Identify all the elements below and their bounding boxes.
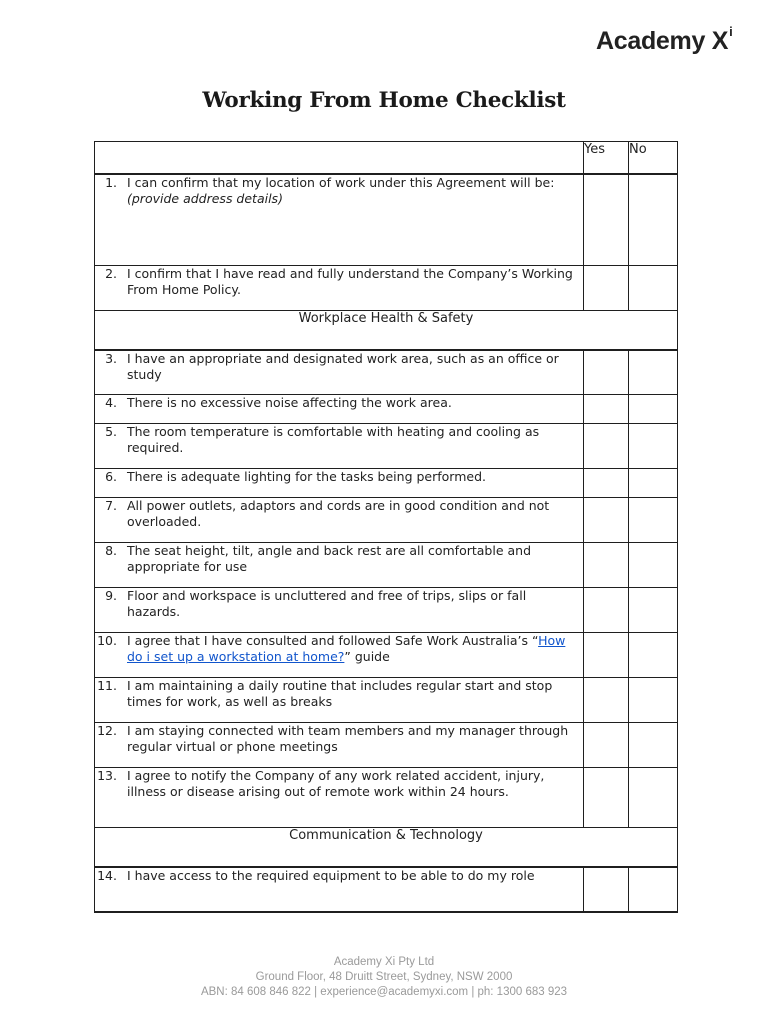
- footer-contact: ABN: 84 608 846 822 | experience@academyxi.com | ph: 1300 683 923: [200, 986, 568, 998]
- item-number: 4.: [105, 395, 117, 410]
- item-text: I agree to notify the Company of any work related accident, injury, illness or disease arising out of remote work within 24 hours.: [127, 768, 545, 799]
- checklist-table: [94, 141, 678, 913]
- yes-checkbox-cell[interactable]: [584, 395, 629, 424]
- no-checkbox-cell[interactable]: [629, 768, 678, 828]
- no-checkbox-cell[interactable]: [629, 678, 678, 723]
- no-checkbox-cell[interactable]: [629, 498, 678, 543]
- no-checkbox-cell[interactable]: [629, 395, 678, 424]
- item-text-main: I can confirm that my location of work under this Agreement will be:: [127, 174, 555, 190]
- no-checkbox-cell[interactable]: [629, 867, 678, 912]
- yes-column-header: Yes: [584, 142, 629, 174]
- no-checkbox-cell[interactable]: [629, 424, 678, 469]
- no-checkbox-cell[interactable]: [629, 469, 678, 498]
- question-cell: [95, 424, 584, 469]
- question-cell: [95, 723, 584, 768]
- no-checkbox-cell[interactable]: [629, 350, 678, 395]
- question-cell: [95, 768, 584, 828]
- yes-checkbox-cell[interactable]: [584, 588, 629, 633]
- item-number: 9.: [105, 588, 117, 603]
- yes-checkbox-cell[interactable]: [584, 633, 629, 678]
- yes-checkbox-cell[interactable]: [584, 723, 629, 768]
- question-cell: [95, 867, 584, 912]
- section-heading-health-safety: Workplace Health & Safety: [95, 311, 678, 350]
- item-text: I am staying connected with team members and my manager through regular virtual or phone meetings: [127, 723, 569, 754]
- table-row: [95, 867, 678, 912]
- no-checkbox-cell[interactable]: [629, 174, 678, 266]
- question-cell: [95, 543, 584, 588]
- academy-xi-logo: [596, 23, 733, 56]
- question-cell: [95, 588, 584, 633]
- item-number: 3.: [105, 350, 117, 366]
- item-number: 6.: [105, 469, 117, 484]
- item-number: 5.: [105, 424, 117, 439]
- table-row: [95, 678, 678, 723]
- workstation-guide-link[interactable]: How do i set up a workstation at home?: [127, 633, 566, 664]
- item-number: 14.: [97, 867, 117, 883]
- table-row: [95, 768, 678, 828]
- question-cell: [95, 350, 584, 395]
- item-text: [127, 175, 583, 207]
- page-footer: [0, 955, 768, 1000]
- no-checkbox-cell[interactable]: [629, 543, 678, 588]
- logo-wordmark: Academy X: [596, 27, 729, 55]
- table-row: [95, 266, 678, 311]
- item-number: 1.: [105, 174, 117, 190]
- question-cell: [95, 498, 584, 543]
- yes-checkbox-cell[interactable]: [584, 174, 629, 266]
- table-row: [95, 498, 678, 543]
- logo-superscript: i: [729, 23, 733, 39]
- question-cell: [95, 395, 584, 424]
- yes-checkbox-cell[interactable]: [584, 266, 629, 311]
- table-row: [95, 350, 678, 395]
- no-column-header: No: [629, 142, 678, 174]
- yes-checkbox-cell[interactable]: [584, 768, 629, 828]
- yes-checkbox-cell[interactable]: [584, 469, 629, 498]
- question-cell: [95, 678, 584, 723]
- table-row: [95, 395, 678, 424]
- section-heading-row: [95, 828, 678, 867]
- footer-company: Academy Xi Pty Ltd: [333, 956, 435, 968]
- item-text: The room temperature is comfortable with heating and cooling as required.: [127, 424, 540, 455]
- question-cell: [95, 266, 584, 311]
- table-row: [95, 424, 678, 469]
- yes-checkbox-cell[interactable]: [584, 543, 629, 588]
- item-text-before-link: I agree that I have consulted and followed Safe Work Australia’s “: [127, 633, 539, 648]
- item-number: 11.: [97, 678, 117, 693]
- section-heading-communication-technology: Communication & Technology: [95, 828, 678, 867]
- item-text: I confirm that I have read and fully understand the Company’s Working From Home Policy.: [127, 266, 573, 297]
- yes-checkbox-cell[interactable]: [584, 424, 629, 469]
- section-heading-row: [95, 311, 678, 350]
- question-cell: [95, 174, 584, 266]
- page-title: Working From Home Checklist: [202, 88, 566, 113]
- table-row: [95, 588, 678, 633]
- footer-address: Ground Floor, 48 Druitt Street, Sydney, NSW 2000: [255, 971, 513, 983]
- table-row: [95, 174, 678, 266]
- yes-checkbox-cell[interactable]: [584, 350, 629, 395]
- item-number: 10.: [97, 633, 117, 648]
- table-row: [95, 469, 678, 498]
- item-text: There is adequate lighting for the tasks being performed.: [127, 469, 486, 484]
- yes-checkbox-cell[interactable]: [584, 867, 629, 912]
- item-number: 2.: [105, 266, 117, 281]
- header-blank-cell: [95, 142, 584, 174]
- table-row: [95, 633, 678, 678]
- table-row: [95, 723, 678, 768]
- yes-checkbox-cell[interactable]: [584, 678, 629, 723]
- item-text: The seat height, tilt, angle and back rest are all comfortable and appropriate for use: [127, 543, 532, 574]
- question-cell: [95, 469, 584, 498]
- item-text: I have an appropriate and designated work area, such as an office or study: [127, 350, 559, 382]
- item-number: 13.: [97, 768, 117, 783]
- table-row: [95, 543, 678, 588]
- no-checkbox-cell[interactable]: [629, 588, 678, 633]
- no-checkbox-cell[interactable]: [629, 633, 678, 678]
- item-text: There is no excessive noise affecting the work area.: [127, 395, 452, 410]
- item-number: 7.: [105, 498, 117, 513]
- item-text: I am maintaining a daily routine that includes regular start and stop times for work, as well as breaks: [127, 678, 553, 709]
- item-text: [127, 633, 583, 665]
- question-cell: [95, 633, 584, 678]
- item-number: 8.: [105, 543, 117, 558]
- item-text: Floor and workspace is uncluttered and free of trips, slips or fall hazards.: [127, 588, 527, 619]
- item-text: All power outlets, adaptors and cords are in good condition and not overloaded.: [127, 498, 550, 529]
- item-text-after-link: ” guide: [344, 649, 390, 664]
- yes-checkbox-cell[interactable]: [584, 498, 629, 543]
- item-number: 12.: [97, 723, 117, 738]
- no-checkbox-cell[interactable]: [629, 723, 678, 768]
- no-checkbox-cell[interactable]: [629, 266, 678, 311]
- item-text: I have access to the required equipment to be able to do my role: [127, 867, 535, 883]
- table-header-row: [95, 142, 678, 174]
- address-note: (provide address details): [127, 190, 283, 206]
